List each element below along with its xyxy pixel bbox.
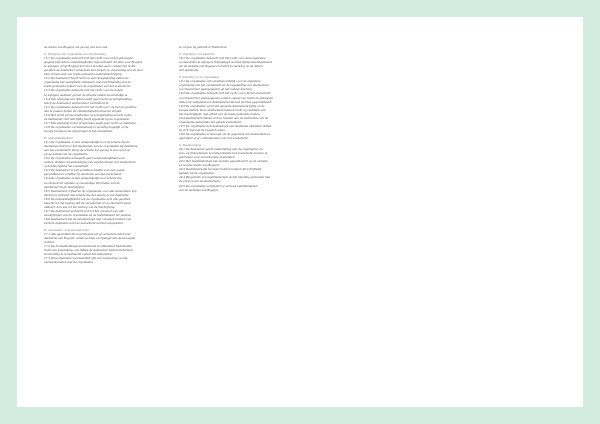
paragraph-line: de privacy van de deelnemers; — [179, 179, 221, 184]
section-heading: H. Aansprakelijkheid — [44, 135, 73, 140]
paragraph-line: 16.5 Deelnemers vrijwaren de organisatie voor alle aanspraken van — [44, 188, 137, 193]
paragraph-line: gevallen de deelnemer aanspraak kan maken op vergoeding van de door — [44, 68, 144, 73]
paragraph-line: 19.3 De organisatie zal in dat geval de deelnemers tijdig op de — [179, 103, 265, 108]
paragraph-line: 16.3 De deelnemer is zelf verantwoordelijk voor een goede — [44, 168, 125, 173]
paragraph-line: zij zich niet aan de regels houden. — [179, 127, 226, 132]
paragraph-line: 20.1 De deelnemer geeft toestemming aan de organisatie om — [179, 147, 263, 152]
paragraph-line: gebruiken voor promotionele doeleinden. — [179, 155, 236, 160]
paragraph-line: foto- en filmopnamen te maken tijdens het evenement en deze te — [179, 151, 268, 156]
paragraph-line: deelnemer lijdt door het deelnemen aan de organisatie bij deelname — [44, 144, 138, 149]
paragraph-line: 19.4 Deelnemers dienen zich te houden aan de instructies van de — [179, 115, 269, 120]
section-heading: N. Wijziging voorwaarden — [179, 52, 215, 57]
paragraph-line: 17.3 Deze algemene voorwaarden zijn van toepassing op alle — [44, 256, 128, 261]
paragraph-line: wegens bijzondere omstandigheden (bijvoorbeeld: de data voor Bogapd — [44, 60, 142, 65]
paragraph-line: van de websites van Bogapd. — [179, 187, 219, 192]
paragraph-line: 16.7 De deelnemer verplicht zich tot het opvolgen van alle — [44, 208, 124, 213]
paragraph-line: verlies, diefstal of beschadiging van eigendommen van deelnemers — [44, 160, 136, 165]
paragraph-line: deelname aan Bogapd, zullen worden voorgelegd aan de bevoegde — [44, 236, 136, 241]
paragraph-line: 15.8 De organisatie zal deelnemers zo spoedig mogelijk op de — [44, 124, 129, 129]
section-heading: P. Inleiding tot de organisatie — [179, 75, 220, 80]
paragraph-line: 16.2 De organisatie aanvaardt geen aansprakelijkheid voor — [44, 156, 125, 161]
paragraph-line: 17.2 Op de deelnemingsovereenkomst is uitsluitend Nederlands — [44, 244, 132, 249]
paragraph-line: beperkt tot het bedrag dat de verzekeraar in voorkomend geval — [44, 200, 131, 205]
left-sections — [44, 52, 176, 264]
paragraph-line: 19.5 De organisatie kan deelnemers van deelname uitsluiten indien — [179, 123, 272, 128]
right-sections — [179, 52, 311, 192]
paragraph-line: gezondheid en conditie bij deelname aan het evenement. — [44, 172, 122, 177]
paragraph-line: reeds gemaakte kosten voor de organisatie van het evenement. — [44, 84, 131, 89]
paragraph-line: recht van toepassing, ook indien de deelnemer buiten Nederland — [44, 248, 133, 253]
paragraph-line: 15.4 Een wijziging van datum geeft geen recht op terugbetaling, — [44, 96, 133, 101]
paragraph-line: 15.7 Een wijziging in het programma geeft geen recht op restitutie. — [44, 120, 137, 125]
paragraph-line: hem of haar dan ook reeds gemaakte kosten/inschrijving. — [44, 72, 123, 77]
paragraph-line: 17.1 Alle geschillen die voortvloeien uit of verband houden met — [44, 232, 131, 237]
paragraph-line: te wijzigen wanneer gezien de situatie uitstel noodzakelijk is. — [44, 92, 128, 97]
paragraph-line: aan te passen indien de omstandigheden daarom vragen. — [44, 108, 123, 113]
paragraph-line: 19.6 De organisatie is bevoegd om de gegevens van deelnemers te — [179, 131, 271, 136]
paragraph-line: uitkeert, dan wel tot het bedrag van de inschrijving. — [44, 204, 116, 209]
paragraph-line: tenzij de deelnemer aantoonbaar verhinderd is. — [44, 100, 109, 105]
paragraph-line: deelnemer bij de inschrijving. — [44, 184, 85, 189]
document-page — [17, 17, 583, 407]
paragraph-line: de deelnemer zich niet tijdig heeft afgemeld bij de organisatie. — [44, 116, 130, 121]
paragraph-line: te wijzigen of het Bogapd niet door te laten gaan, zonder dat in die — [44, 64, 136, 69]
paragraph-line: 15.3 De organisatie behoudt zich het recht voor de datum — [44, 88, 124, 93]
paragraph-line: 20.2 Het beeldmateriaal kan worden gepubliceerd op de website — [179, 159, 268, 164]
paragraph-line: woonachtig is of deelneemt vanuit het buitenland. — [44, 252, 113, 257]
paragraph-line: via de website van Bogapd en treden in werking op de datum — [179, 64, 263, 69]
paragraph-line: (voorbeeld hier weergegeven) zonder opgaaf van reden te annuleren — [179, 95, 274, 100]
paragraph-line: grove schuld van de organisatie. — [44, 152, 89, 157]
paragraph-line: 19.2 De organisatie behoudt zich het recht voor om het evenement — [179, 91, 271, 96]
section-heading: G. Beeldopname — [179, 143, 202, 148]
paragraph-line: 20.5 De organisatie verwijdert op verzoek beeldmateriaal — [179, 183, 258, 188]
paragraph-line: 15.6 Het recht van de deelnemer op terugbetaling vervalt zodra — [44, 112, 132, 117]
paragraph-line: organisatie van het evenement en de begeleiding van deelnemers — [179, 83, 269, 88]
section-heading: O. Wijziging van organisatie en terugbetaling — [44, 52, 106, 57]
paragraph-line: 20.3 Deelnemers die bezwaar hebben kunnen dit schriftelijk — [179, 167, 262, 172]
left-intro-line: de datum van Bogapd, als gevolg van een cats. — [44, 45, 108, 49]
paragraph-line: voortvloeit uit onjuiste of onvolledige informatie van de — [44, 180, 120, 185]
paragraph-line: organisatie het evenement annuleert, met inachtneming van de — [44, 80, 131, 85]
paragraph-line: 15.1 De organisatie behoudt zich het recht voor al het gebouwde, — [44, 56, 134, 61]
paragraph-line: verdere deelname aan het evenement worden uitgesloten. — [44, 220, 124, 225]
paragraph-line: 18.1 De organisatie behoudt zich het recht voor deze algemene — [179, 56, 266, 61]
paragraph-line: derden in verband met schade die het gevolg is van deelname. — [44, 192, 130, 197]
paragraph-line: (voorbeeld hier weergegeven) en het beheer daarvan. — [179, 87, 253, 92]
paragraph-line: van publicatie. — [179, 68, 200, 73]
paragraph-line: 16.1 De organisatie is niet aansprakelijk voor de schade die de — [44, 140, 130, 145]
paragraph-line: organisatie gedurende het gehele evenement. — [179, 119, 242, 124]
paragraph-line: 15.2 De deelnemer heeft recht op een terugbetaling indien de — [44, 76, 129, 81]
left-column — [44, 45, 176, 264]
paragraph-line: en sociale media van Bogapd. — [179, 163, 220, 168]
paragraph-line: rechter. — [44, 240, 55, 245]
paragraph-line: 20.4 Bij gebruik van beeldmateriaal wordt rekening gehouden met — [179, 175, 271, 180]
paragraph-line: indien de veiligheid van deelnemers niet kan worden gegarandeerd. — [179, 99, 273, 104]
paragraph-line: hoogte brengen van wijzigingen in het evenement. — [44, 128, 114, 133]
paragraph-line: 15.5 De organisatie behoudt zich het recht voor om het programma — [44, 104, 137, 109]
paragraph-line: 16.6 De aansprakelijkheid van de organisatie is in alle gevallen — [44, 196, 131, 201]
right-column — [179, 45, 311, 192]
paragraph-line: 16.4 De organisatie is niet aansprakelijk voor schade die — [44, 176, 122, 181]
paragraph-line: aan het evenement, tenzij de schade het gevolg is van opzet of — [44, 148, 130, 153]
paragraph-line: melden bij de organisatie. — [179, 171, 215, 176]
paragraph-line: voorwaarden te wijzigen. Wijzigingen worden tijdig bekendgemaakt — [179, 60, 272, 65]
paragraph-line: overeenkomsten met de organisatie. — [44, 260, 94, 265]
section-heading: B. Geschillen / Toepasselijk recht — [44, 228, 90, 233]
right-intro-line: te zorgen bij gebruik in Rotterdam. — [179, 45, 228, 49]
paragraph-line: aanwijzingen van de organisatie en de hulpdiensten ter plaatse. — [44, 212, 132, 217]
paragraph-line: hoogte stellen. Deze deelnemers hebben recht op restitutie van — [179, 107, 266, 112]
paragraph-line: gebruiken voor communicatie over het evenement. — [179, 135, 249, 140]
paragraph-line: 19.1 De organisatie zijn verantwoordelijk voor de algemene — [179, 79, 261, 84]
paragraph-line: het inschrijfgeld, met aftrek van de reeds gemaakte kosten. — [179, 111, 261, 116]
paragraph-line: 16.8 Deelnemers die de aanwijzingen niet opvolgen kunnen van — [44, 216, 132, 221]
paragraph-line: of derden tijdens het evenement. — [44, 164, 90, 169]
